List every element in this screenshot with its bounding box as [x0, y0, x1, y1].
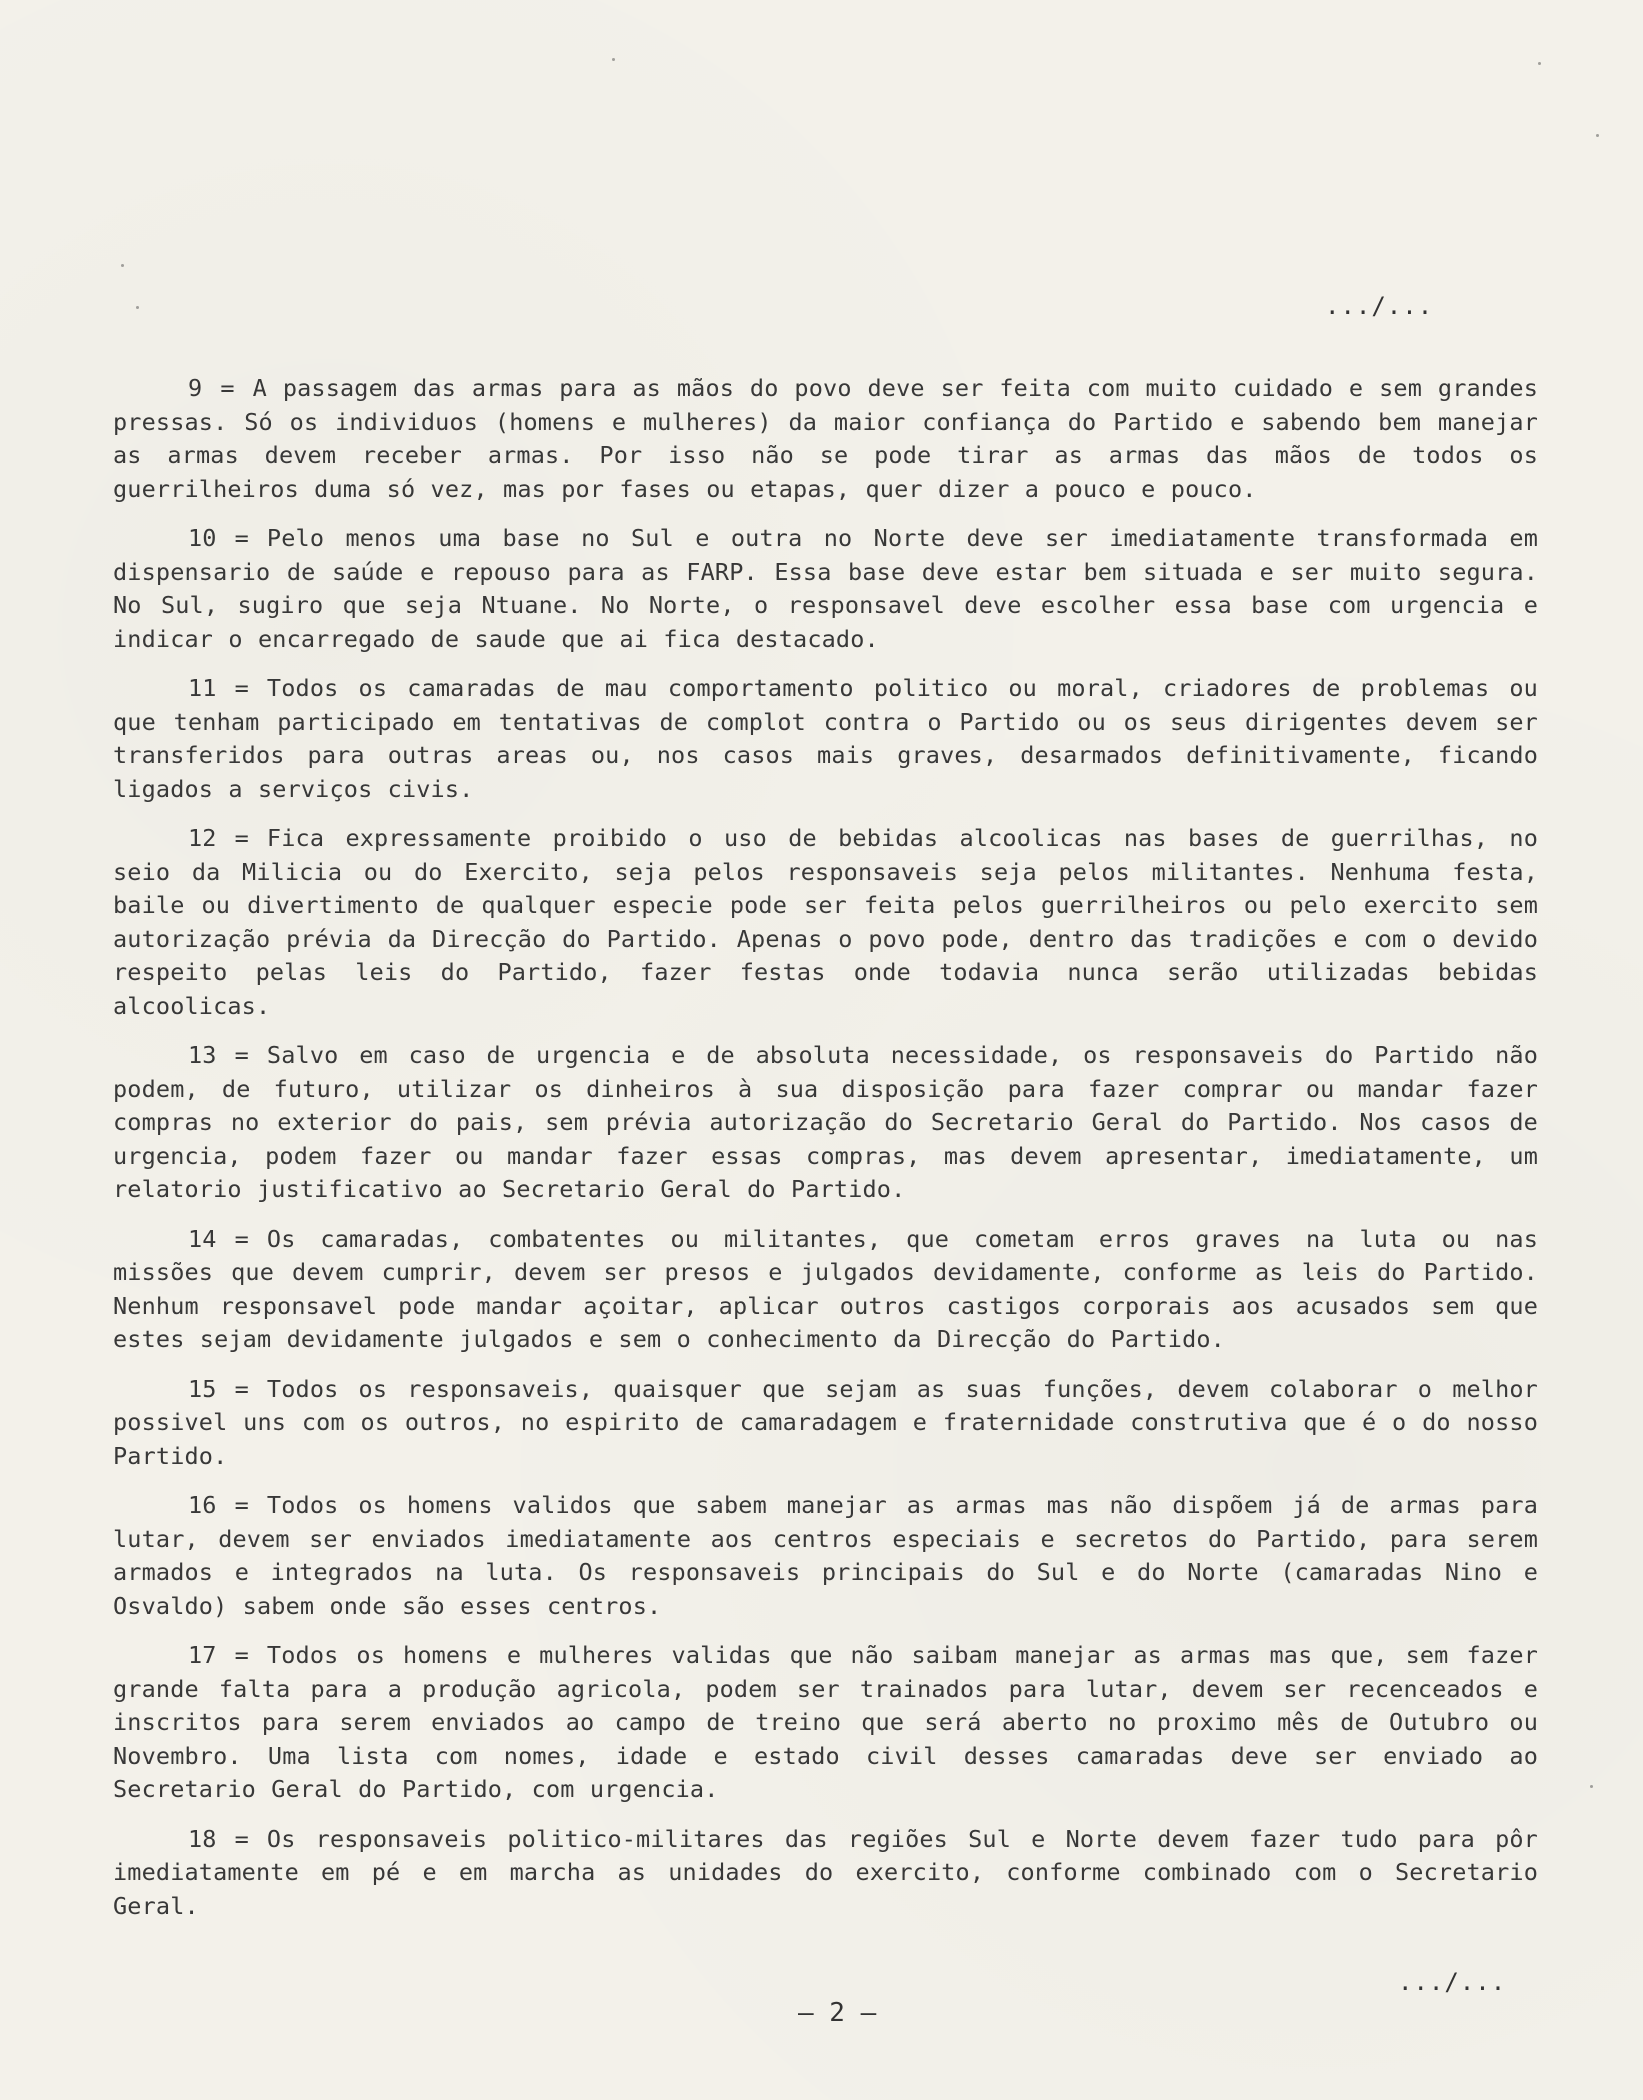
clause-separator: =	[234, 524, 249, 552]
clause-number: 13	[188, 1041, 217, 1069]
clause-text: Todos os homens e mulheres validas que não saibam manejar as armas mas que, sem fazer grande falta para a produção agricola, podem ser trainados para lutar, devem ser recenceados e inscritos para serem enviados ao campo de treino que será aberto no proximo mês de Outubro ou Novembro. Uma lista com nomes, idade e estado civil desses camaradas deve ser enviado ao Secretario Geral do Partido, com urgencia.	[113, 1641, 1538, 1803]
clause-11	[113, 672, 1538, 806]
clause-text: A passagem das armas para as mãos do povo deve ser feita com muito cuidado e sem grandes pressas. Só os individuos (homens e mulheres) da maior confiança do Partido e sabendo bem manejar as armas devem receber armas. Por isso não se pode tirar as armas das mãos de todos os guerrilheiros duma só vez, mas por fases ou etapas, quer dizer a pouco e pouco.	[113, 374, 1538, 503]
clause-10	[113, 522, 1538, 656]
clause-text: Pelo menos uma base no Sul e outra no Norte deve ser imediatamente transformada em dispensario de saúde e repouso para as FARP. Essa base deve estar bem situada e ser muito segura. No Sul, sugiro que seja Ntuane. No Norte, o responsavel deve escolher essa base com urgencia e indicar o encarregado de saude que ai fica destacado.	[113, 524, 1538, 653]
page-number: – 2 –	[798, 1998, 877, 2028]
paper-speck	[1590, 1785, 1593, 1788]
document-body	[113, 372, 1538, 1939]
clause-number: 11	[188, 674, 217, 702]
clause-17	[113, 1639, 1538, 1807]
clause-text: Os responsaveis politico-militares das regiões Sul e Norte devem fazer tudo para pôr imediatamente em pé e em marcha as unidades do exercito, conforme combinado com o Secretario Geral.	[113, 1824, 1538, 1920]
paper-speck	[1538, 62, 1541, 65]
clause-text: Todos os homens validos que sabem manejar as armas mas não dispõem já de armas para lutar, devem ser enviados imediatamente aos centros especiais e secretos do Partido, para serem armados e integrados na luta. Os responsaveis principais do Sul e do Norte (camaradas Nino e Osvaldo) sabem onde são esses centros.	[113, 1491, 1538, 1620]
clause-number: 9	[188, 374, 203, 402]
clause-16	[113, 1489, 1538, 1623]
clause-separator: =	[234, 824, 249, 852]
clause-12	[113, 822, 1538, 1023]
paper-speck	[136, 306, 139, 309]
paper-speck	[121, 264, 124, 267]
clause-9	[113, 372, 1538, 506]
clause-separator: =	[220, 374, 235, 402]
paper-speck	[1596, 134, 1599, 137]
clause-number: 10	[188, 524, 217, 552]
clause-separator: =	[234, 1041, 249, 1069]
clause-number: 14	[188, 1224, 217, 1253]
clause-number: 17	[188, 1641, 217, 1669]
continuation-mark-top: .../...	[1325, 292, 1434, 320]
clause-number: 16	[188, 1491, 217, 1519]
clause-text: Todos os camaradas de mau comportamento politico ou moral, criadores de problemas ou que tenham participado em tentativas de complot contra o Partido ou os seus dirigentes devem ser transferidos para outras areas ou, nos casos mais graves, desarmados definitivamente, ficando ligados a serviços civis.	[113, 674, 1538, 803]
clause-18	[113, 1823, 1538, 1924]
continuation-mark-bottom: .../...	[1398, 1968, 1507, 1996]
paper-speck	[612, 58, 615, 61]
clause-separator: =	[234, 674, 249, 702]
clause-text: Os camaradas, combatentes ou militantes, que cometam erros graves na luta ou nas missões que devem cumprir, devem ser presos e julgados devidamente, conforme as leis do Partido. Nenhum responsavel pode mandar açoitar, aplicar outros castigos corporais aos acusados sem que estes sejam devidamente julgados e sem o conhecimento da Direcção do Partido.	[113, 1224, 1538, 1353]
clause-separator: =	[234, 1641, 249, 1669]
clause-text: Todos os responsaveis, quaisquer que sejam as suas funções, devem colaborar o melhor possivel uns com os outros, no espirito de camaradagem e fraternidade construtiva que é o do nosso Partido.	[113, 1374, 1538, 1470]
clause-number: 15	[188, 1374, 217, 1403]
clause-separator: =	[234, 1374, 249, 1403]
clause-number: 18	[188, 1824, 217, 1853]
clause-separator: =	[234, 1824, 249, 1853]
clause-text: Salvo em caso de urgencia e de absoluta necessidade, os responsaveis do Partido não podem, de futuro, utilizar os dinheiros à sua disposição para fazer comprar ou mandar fazer compras no exterior do pais, sem prévia autorização do Secretario Geral do Partido. Nos casos de urgencia, podem fazer ou mandar fazer essas compras, mas devem apresentar, imediatamente, um relatorio justificativo ao Secretario Geral do Partido.	[113, 1041, 1538, 1203]
clause-separator: =	[234, 1224, 249, 1253]
clause-13	[113, 1039, 1538, 1207]
clause-14	[113, 1223, 1538, 1357]
clause-15	[113, 1373, 1538, 1474]
clause-number: 12	[188, 824, 217, 852]
clause-separator: =	[234, 1491, 249, 1519]
clause-text: Fica expressamente proibido o uso de bebidas alcoolicas nas bases de guerrilhas, no seio da Milicia ou do Exercito, seja pelos responsaveis seja pelos militantes. Nenhuma festa, baile ou divertimento de qualquer especie pode ser feita pelos guerrilheiros ou pelo exercito sem autorização prévia da Direcção do Partido. Apenas o povo pode, dentro das tradições e com o devido respeito pelas leis do Partido, fazer festas onde todavia nunca serão utilizadas bebidas alcoolicas.	[113, 824, 1538, 1020]
